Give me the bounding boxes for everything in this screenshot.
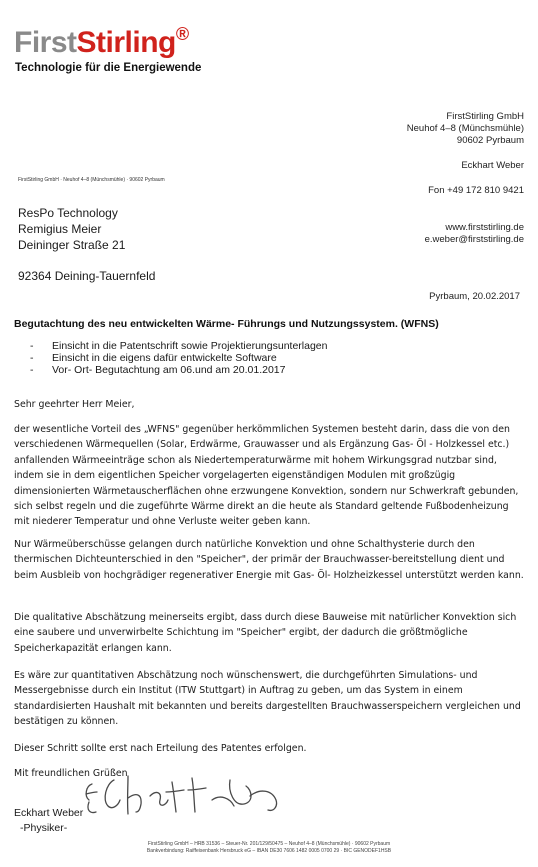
- recipient-line-2: Remigius Meier: [18, 222, 102, 236]
- bullet-list: [30, 340, 327, 376]
- signer-block: [14, 806, 83, 836]
- body-paragraph-2: Nur Wärmeüberschüsse gelangen durch natürliche Konvektion und ohne Schalthysterie durch den thermischen Dichteunterschied in den "Speicher", der primär der Brauchwasser-bereitstellung dient und beim Ausbleib von hochgrädiger regenerativer Energie mit Gas- Öl- Holzheizkessel unterstützt werden kann.: [14, 539, 524, 581]
- logo-registered-mark: ®: [175, 24, 189, 44]
- recipient-line-1: ResPo Technology: [18, 206, 118, 220]
- bullet-item: - Einsicht in die Patentschrift sowie Projektierungsunterlagen: [30, 340, 327, 352]
- body-paragraph-3: Die qualitative Abschätzung meinerseits ergibt, dass durch diese Bauweise mit natürlicher Konvektion sich eine saubere und unverwirbelte Schichtung im "Speicher" ergibt, der dadurch die größtmögliche Speicherkapazität erlangen kann.: [14, 612, 517, 654]
- recipient-address: [18, 205, 155, 284]
- logo-first: First: [14, 26, 77, 59]
- bullet-item: - Einsicht in die eigens dafür entwickelte Software: [30, 352, 327, 364]
- footer-line-1: FirstStirling GmbH – HRB 31536 – Steuer-Nr. 201/129/50475 – Neuhof 4–8 (Münchsmühle) · 90602 Pyrbaum: [147, 841, 391, 847]
- closing-phrase: Mit freundlichen Grüßen: [14, 768, 128, 779]
- signer-name: Eckhart Weber: [14, 807, 84, 819]
- handwritten-signature: [80, 770, 290, 825]
- sender-website[interactable]: www.firststirling.de: [445, 222, 524, 233]
- sender-online: [425, 222, 524, 246]
- recipient-line-3: Deininger Straße 21: [18, 238, 126, 252]
- letter-footer: [0, 841, 538, 855]
- company-tagline: Technologie für die Energiewende: [15, 62, 202, 74]
- sender-contact: Eckhart Weber: [461, 160, 524, 171]
- signer-role: -Physiker-: [20, 822, 68, 834]
- recipient-city: 92364 Deining-Tauernfeld: [18, 269, 156, 283]
- sender-email[interactable]: e.weber@firststirling.de: [424, 234, 524, 245]
- return-address-line: FirstStirling GmbH · Neuhof 4–8 (Münchsmühle) · 90602 Pyrbaum: [18, 177, 165, 183]
- body-paragraph-4: Es wäre zur quantitativen Abschätzung noch wünschenswert, die durchgeführten Simulations- und Messergebnisse durch ein Institut (ITW Stuttgart) in Auftrag zu geben, um das System in einem standardisierten Haushalt mit bekannten und bereits dargestellten Brauchwasserspeichern vergleichen und bestätigen zu können.: [14, 670, 521, 728]
- sender-address: [407, 111, 524, 147]
- letter-date: Pyrbaum, 20.02.2017: [429, 291, 520, 302]
- body-paragraph-5: Dieser Schritt sollte erst nach Erteilung des Patentes erfolgen.: [14, 743, 307, 754]
- company-logo: [14, 24, 189, 60]
- letter-subject: Begutachtung des neu entwickelten Wärme- Führungs und Nutzungssystem. (WFNS): [14, 318, 439, 330]
- sender-street: Neuhof 4–8 (Münchsmühle): [406, 123, 524, 134]
- bullet-item: - Vor- Ort- Begutachtung am 06.und am 20.01.2017: [30, 364, 327, 376]
- sender-city: 90602 Pyrbaum: [456, 135, 524, 146]
- salutation: Sehr geehrter Herr Meier,: [14, 399, 135, 410]
- sender-phone: Fon +49 172 810 9421: [428, 185, 524, 196]
- sender-company: FirstStirling GmbH: [446, 111, 524, 122]
- body-paragraph-1: der wesentliche Vorteil des „WFNS" gegenüber herkömmlichen Systemen besteht darin, dass die von den verschiedenen Wärmequellen (Solar, Erdwärme, Grauwasser und als Ergänzung Gas- Öl - Holzkessel etc.) anfallenden Wärmeeinträge schon als Niedertemperaturwärme mit hohem Wirkungsgrad nutzbar sind, indem sie in dem eigentlichen Speicher vorgelagerten eigenständigen Modulen mit großzügig dimensionierten Wärmetauscherflächen ohne erzwungene Konvektion, sondern nur Schwerkraft gebunden, sich selbst regeln und die zugeführte Wärme direkt an die heute als Standard geltende Fußbodenheizung mit niederer Temperatur und ohne Verluste weiter geben kann.: [14, 424, 519, 528]
- logo-stirling: Stirling: [76, 26, 176, 59]
- footer-line-2: Bankverbindung: Raiffeisenbank Hersbruck eG – IBAN DE30 7606 1482 0005 0700 29 · BIC GENODEF1HSB: [146, 848, 392, 854]
